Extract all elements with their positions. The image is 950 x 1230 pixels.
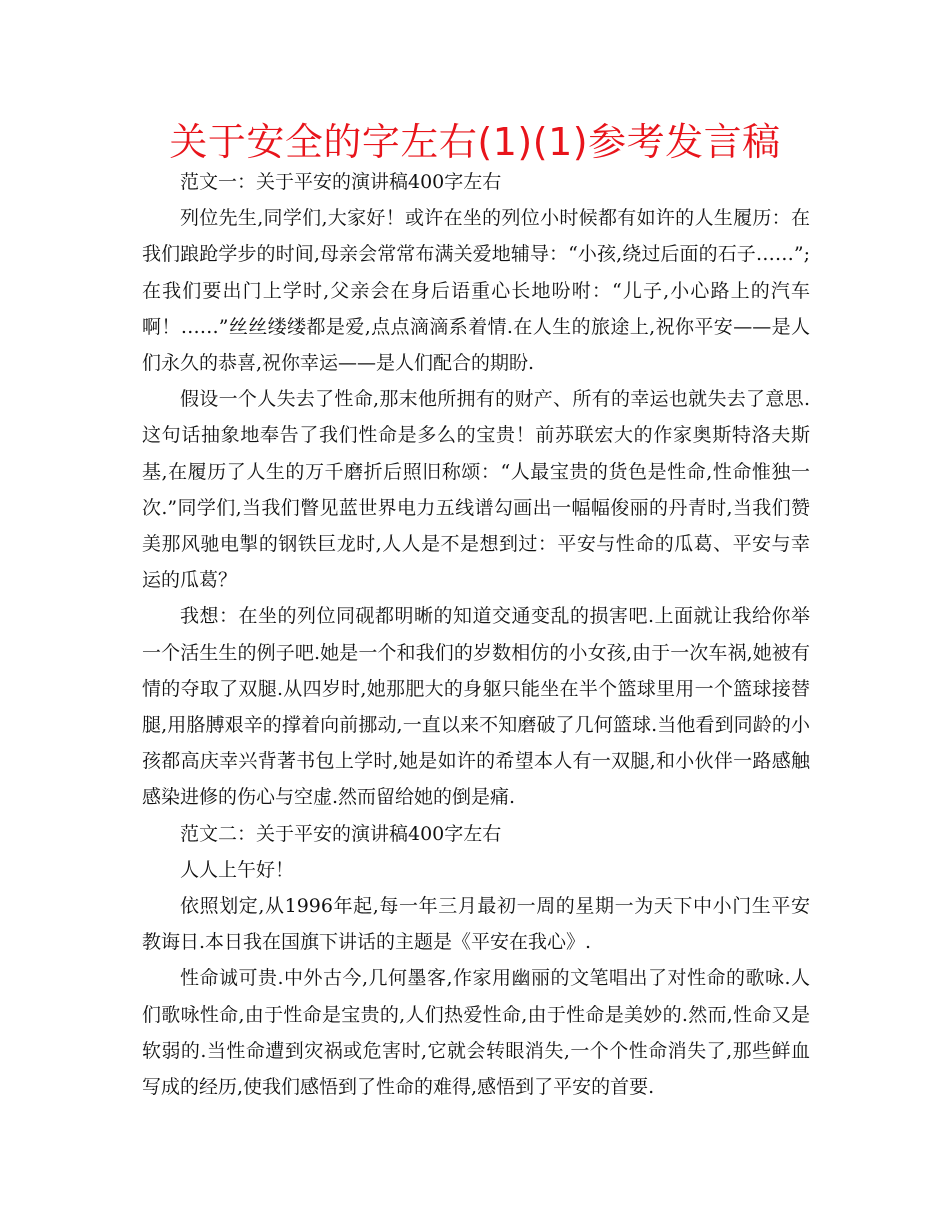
- paragraph-value-of-life: 假设一个人失去了性命,那末他所拥有的财产、所有的幸运也就失去了意思.这句话抽象地奉告了我们性命是多么的宝贵！前苏联宏大的作家奥斯特洛夫斯基,在履历了人生的万千磨折后照旧称颂：“人最宝贵的货色是性命,性命惟独一次.”同学们,当我们瞥见蓝世界电力五线谱勾画出一幅幅俊丽的丹青时,当我们赞美那风驰电掣的钢铁巨龙时,人人是不是想到过：平安与性命的瓜葛、平安与幸运的瓜葛？: [142, 388, 810, 592]
- document-title: 关于安全的字左右(1)(1)参考发言稿: [169, 120, 781, 164]
- document-body: [142, 164, 810, 1105]
- paragraph-sample-two-heading: 范文二：关于平安的演讲稿400字左右: [180, 822, 502, 845]
- paragraph-morning-greeting: 人人上午好！: [180, 858, 295, 881]
- paragraph-sample-one-heading: 范文一：关于平安的演讲稿400字左右: [180, 171, 502, 193]
- paragraph-greeting-childhood: 列位先生,同学们,大家好！或许在坐的列位小时候都有如许的人生履历：在我们踉跄学步的时间,母亲会常常布满关爱地辅导：“小孩,绕过后面的石子……”;在我们要出门上学时,父亲会在身后语重心长地吩咐：“儿子,小心路上的汽车啊！……”丝丝缕缕都是爱,点点滴滴系着情.在人生的旅途上,祝你平安——是人们永久的恭喜,祝你幸运——是人们配合的期盼.: [142, 207, 810, 375]
- paragraph-life-is-precious: 性命诚可贵.中外古今,几何墨客,作家用幽丽的文笔唱出了对性命的歌咏.人们歌咏性命,由于性命是宝贵的,人们热爱性命,由于性命是美妙的.然而,性命又是软弱的.当性命遭到灾祸或危害时,它就会转眼消失,一个个性命消失了,那些鲜血写成的经历,使我们感悟到了性命的难得,感悟到了平安的首要.: [142, 967, 810, 1099]
- paragraph-safety-education-day: 依照划定,从1996年起,每一年三月最初一周的星期一为天下中小门生平安教诲日.本日我在国旗下讲话的主题是《平安在我心》.: [142, 895, 810, 954]
- paragraph-traffic-accident-example: 我想：在坐的列位同砚都明晰的知道交通变乱的损害吧.上面就让我给你举一个活生生的例子吧.她是一个和我们的岁数相仿的小女孩,由于一次车祸,她被有情的夺取了双腿.从四岁时,她那肥大的身躯只能坐在半个篮球里用一个篮球接替腿,用胳膊艰辛的撑着向前挪动,一直以来不知磨破了几何篮球.当他看到同龄的小孩都高庆幸兴背著书包上学时,她是如许的希望本人有一双腿,和小伙伴一路感触感染进修的伤心与空虚.然而留给她的倒是痛.: [142, 605, 810, 809]
